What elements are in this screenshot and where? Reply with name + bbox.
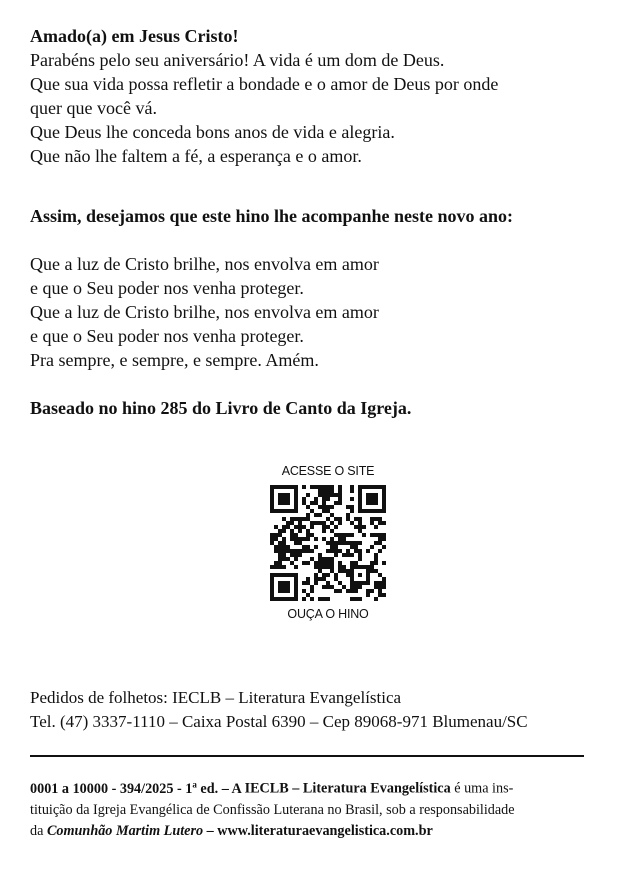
greeting-line: Que sua vida possa refletir a bondade e o amor de Deus por onde [30,74,499,94]
footer-line: tituição da Igreja Evangélica de Confissão Luterana no Brasil, sob a responsabilidade [30,801,515,818]
greeting-line: Que Deus lhe conceda bons anos de vida e alegria. [30,122,395,142]
edition-info: 0001 a 10000 - 394/2025 - 1$^a$ ed. – A [30,779,245,797]
contact-line: Pedidos de folhetos: IECLB – Literatura Evangelística [30,688,402,707]
divider [30,755,584,757]
page [30,22,595,839]
hymn-lyrics [30,252,595,372]
greeting-title: Amado(a) em Jesus Cristo! [30,26,239,46]
hymn-line: e que o Seu poder nos venha proteger. [30,278,304,298]
footer-line: 0001 a 10000 - 394/2025 - 1$^a$ ed. – A IECLB – Literatura Evangelística é uma ins- [30,779,514,797]
hymn-line: Pra sempre, e sempre, e sempre. Amém. [30,350,319,370]
hymn-intro: Assim, desejamos que este hino lhe acompanhe neste novo ano: [30,206,514,226]
qr-section [248,464,408,621]
website-link[interactable]: – www.literaturaevangelistica.com.br [203,822,433,839]
qr-top-label: ACESSE O SITE [281,464,375,478]
communion-name: Comunhão Martim Lutero [46,822,204,839]
qr-bottom-label: OUÇA O HINO [287,607,369,621]
greeting-line: Que não lhe faltem a fé, a esperança e o amor. [30,146,362,166]
contact-line: Tel. (47) 3337-1110 – Caixa Postal 6390 – Cep 89068-971 Blumenau/SC [30,712,528,731]
greeting-line: quer que você vá. [30,98,157,118]
qr-code-icon[interactable] [270,485,386,601]
contact-block [30,686,595,734]
org-name: IECLB – Literatura Evangelística [244,780,451,797]
hymn-line: Que a luz de Cristo brilhe, nos envolva em amor [30,302,379,322]
footer-line: da Comunhão Martim Lutero – www.literaturaevangelistica.com.br [30,822,433,839]
hymn-line: Que a luz de Cristo brilhe, nos envolva em amor [30,254,379,274]
greeting-line: Parabéns pelo seu aniversário! A vida é um dom de Deus. [30,50,445,70]
hymn-line: e que o Seu poder nos venha proteger. [30,326,304,346]
hymn-source: Baseado no hino 285 do Livro de Canto da Igreja. [30,398,412,418]
footer-imprint [30,774,595,842]
greeting-block [30,24,595,168]
